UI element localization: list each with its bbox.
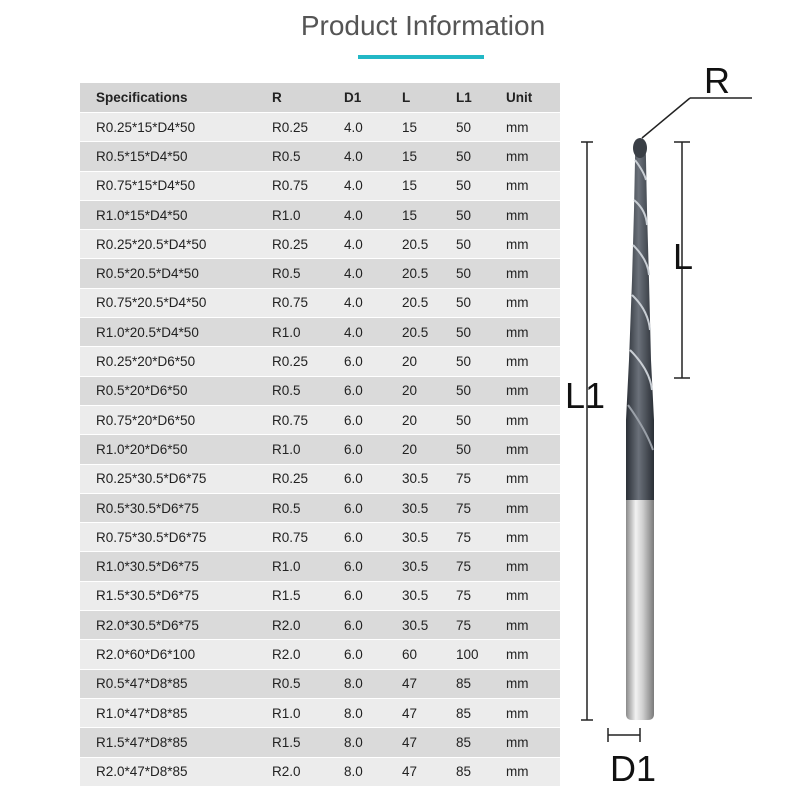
label-r: R bbox=[704, 60, 730, 101]
cell-unit: mm bbox=[506, 377, 560, 406]
cell-l1: 50 bbox=[456, 142, 506, 171]
cell-unit: mm bbox=[506, 318, 560, 347]
cell-d1: 4.0 bbox=[344, 259, 402, 288]
table-body bbox=[80, 113, 560, 787]
cell-unit: mm bbox=[506, 406, 560, 435]
cell-l1: 50 bbox=[456, 377, 506, 406]
cell-specification: R0.25*30.5*D6*75 bbox=[80, 465, 272, 494]
cell-specification: R0.5*30.5*D6*75 bbox=[80, 494, 272, 523]
table-row bbox=[80, 377, 560, 406]
table-row bbox=[80, 582, 560, 611]
cell-r: R0.5 bbox=[272, 670, 344, 699]
cell-r: R1.5 bbox=[272, 728, 344, 757]
cell-l1: 75 bbox=[456, 494, 506, 523]
cell-r: R0.5 bbox=[272, 494, 344, 523]
cell-r: R0.5 bbox=[272, 377, 344, 406]
cell-l1: 85 bbox=[456, 758, 506, 787]
cell-specification: R0.5*47*D8*85 bbox=[80, 670, 272, 699]
cell-specification: R0.25*20.5*D4*50 bbox=[80, 230, 272, 259]
cell-l: 30.5 bbox=[402, 582, 456, 611]
table-row bbox=[80, 201, 560, 230]
cell-r: R2.0 bbox=[272, 611, 344, 640]
cell-d1: 4.0 bbox=[344, 289, 402, 318]
table-row bbox=[80, 523, 560, 552]
cell-unit: mm bbox=[506, 201, 560, 230]
table-header-row bbox=[80, 83, 560, 113]
cell-specification: R1.5*30.5*D6*75 bbox=[80, 582, 272, 611]
cell-r: R0.25 bbox=[272, 465, 344, 494]
cell-l1: 50 bbox=[456, 259, 506, 288]
cell-specification: R1.0*20.5*D4*50 bbox=[80, 318, 272, 347]
cell-l1: 50 bbox=[456, 435, 506, 464]
header-unit: Unit bbox=[506, 83, 560, 113]
cell-l1: 50 bbox=[456, 347, 506, 376]
table-row bbox=[80, 289, 560, 318]
cell-specification: R0.75*15*D4*50 bbox=[80, 172, 272, 201]
cell-l1: 50 bbox=[456, 172, 506, 201]
cell-r: R2.0 bbox=[272, 758, 344, 787]
cell-unit: mm bbox=[506, 640, 560, 669]
cell-l1: 75 bbox=[456, 611, 506, 640]
table-row bbox=[80, 172, 560, 201]
cell-l: 20.5 bbox=[402, 318, 456, 347]
flute-body-shape bbox=[626, 138, 654, 500]
cell-l1: 85 bbox=[456, 670, 506, 699]
cell-l: 30.5 bbox=[402, 552, 456, 581]
cell-r: R1.0 bbox=[272, 435, 344, 464]
cell-unit: mm bbox=[506, 552, 560, 581]
cell-d1: 6.0 bbox=[344, 494, 402, 523]
ball-tip-shape bbox=[633, 138, 647, 158]
cell-l: 60 bbox=[402, 640, 456, 669]
cell-l: 15 bbox=[402, 113, 456, 142]
cell-unit: mm bbox=[506, 611, 560, 640]
cell-l: 47 bbox=[402, 699, 456, 728]
cell-l: 30.5 bbox=[402, 611, 456, 640]
cell-d1: 6.0 bbox=[344, 582, 402, 611]
cell-unit: mm bbox=[506, 435, 560, 464]
label-l: L bbox=[673, 236, 694, 277]
cell-l1: 75 bbox=[456, 523, 506, 552]
cell-l: 20.5 bbox=[402, 259, 456, 288]
cell-unit: mm bbox=[506, 289, 560, 318]
cell-l: 30.5 bbox=[402, 465, 456, 494]
cell-r: R1.0 bbox=[272, 201, 344, 230]
cell-d1: 6.0 bbox=[344, 377, 402, 406]
table-row bbox=[80, 347, 560, 376]
cell-l1: 50 bbox=[456, 289, 506, 318]
cell-unit: mm bbox=[506, 582, 560, 611]
cell-l1: 50 bbox=[456, 406, 506, 435]
cell-d1: 4.0 bbox=[344, 172, 402, 201]
cell-l: 15 bbox=[402, 142, 456, 171]
cell-r: R1.0 bbox=[272, 699, 344, 728]
cell-d1: 8.0 bbox=[344, 728, 402, 757]
cell-l: 47 bbox=[402, 728, 456, 757]
cell-specification: R2.0*47*D8*85 bbox=[80, 758, 272, 787]
label-l1: L1 bbox=[565, 375, 606, 416]
cell-l: 47 bbox=[402, 758, 456, 787]
cell-l: 20 bbox=[402, 406, 456, 435]
cell-unit: mm bbox=[506, 259, 560, 288]
spec-table bbox=[80, 83, 560, 787]
cell-l: 47 bbox=[402, 670, 456, 699]
cell-unit: mm bbox=[506, 172, 560, 201]
cell-d1: 4.0 bbox=[344, 142, 402, 171]
cell-specification: R0.25*20*D6*50 bbox=[80, 347, 272, 376]
cell-specification: R1.0*47*D8*85 bbox=[80, 699, 272, 728]
cell-specification: R1.5*47*D8*85 bbox=[80, 728, 272, 757]
cell-r: R0.25 bbox=[272, 113, 344, 142]
cell-d1: 6.0 bbox=[344, 406, 402, 435]
cell-r: R1.0 bbox=[272, 552, 344, 581]
table-row bbox=[80, 728, 560, 757]
cell-l1: 85 bbox=[456, 728, 506, 757]
cell-r: R0.75 bbox=[272, 289, 344, 318]
cell-d1: 4.0 bbox=[344, 201, 402, 230]
cell-l: 30.5 bbox=[402, 494, 456, 523]
table-row bbox=[80, 318, 560, 347]
cell-d1: 6.0 bbox=[344, 347, 402, 376]
table-row bbox=[80, 494, 560, 523]
cell-l1: 75 bbox=[456, 465, 506, 494]
cell-l1: 50 bbox=[456, 113, 506, 142]
cell-unit: mm bbox=[506, 670, 560, 699]
table-row bbox=[80, 465, 560, 494]
cell-unit: mm bbox=[506, 230, 560, 259]
table-row bbox=[80, 611, 560, 640]
table-row bbox=[80, 142, 560, 171]
cell-r: R0.5 bbox=[272, 142, 344, 171]
cell-l1: 85 bbox=[456, 699, 506, 728]
cell-r: R0.25 bbox=[272, 347, 344, 376]
cell-specification: R1.0*30.5*D6*75 bbox=[80, 552, 272, 581]
cell-l: 20.5 bbox=[402, 230, 456, 259]
cell-r: R0.75 bbox=[272, 406, 344, 435]
cell-r: R1.0 bbox=[272, 318, 344, 347]
cell-l1: 75 bbox=[456, 582, 506, 611]
cell-specification: R0.5*15*D4*50 bbox=[80, 142, 272, 171]
cell-l: 15 bbox=[402, 172, 456, 201]
cell-d1: 6.0 bbox=[344, 611, 402, 640]
cell-d1: 4.0 bbox=[344, 318, 402, 347]
cell-l1: 50 bbox=[456, 201, 506, 230]
cell-d1: 8.0 bbox=[344, 699, 402, 728]
cell-l1: 50 bbox=[456, 318, 506, 347]
cell-specification: R2.0*30.5*D6*75 bbox=[80, 611, 272, 640]
cell-d1: 6.0 bbox=[344, 465, 402, 494]
shank-shape bbox=[626, 500, 654, 720]
cell-l: 30.5 bbox=[402, 523, 456, 552]
table-row bbox=[80, 552, 560, 581]
cell-d1: 8.0 bbox=[344, 758, 402, 787]
cell-d1: 8.0 bbox=[344, 670, 402, 699]
header-d1: D1 bbox=[344, 83, 402, 113]
cell-d1: 6.0 bbox=[344, 435, 402, 464]
cell-l1: 100 bbox=[456, 640, 506, 669]
table-row bbox=[80, 758, 560, 787]
cell-specification: R2.0*60*D6*100 bbox=[80, 640, 272, 669]
r-leader-line bbox=[642, 98, 690, 138]
cell-unit: mm bbox=[506, 523, 560, 552]
cell-l: 20 bbox=[402, 435, 456, 464]
cell-l1: 50 bbox=[456, 230, 506, 259]
cell-l: 20 bbox=[402, 377, 456, 406]
label-d1: D1 bbox=[610, 748, 657, 789]
table-row bbox=[80, 113, 560, 142]
cell-r: R0.75 bbox=[272, 523, 344, 552]
cell-unit: mm bbox=[506, 142, 560, 171]
cell-specification: R0.25*15*D4*50 bbox=[80, 113, 272, 142]
cell-specification: R0.75*30.5*D6*75 bbox=[80, 523, 272, 552]
cell-l1: 75 bbox=[456, 552, 506, 581]
cell-specification: R0.5*20.5*D4*50 bbox=[80, 259, 272, 288]
cell-r: R1.5 bbox=[272, 582, 344, 611]
table-row bbox=[80, 640, 560, 669]
table-row bbox=[80, 670, 560, 699]
cell-d1: 6.0 bbox=[344, 523, 402, 552]
cell-r: R0.25 bbox=[272, 230, 344, 259]
cell-d1: 4.0 bbox=[344, 230, 402, 259]
table-row bbox=[80, 259, 560, 288]
cell-unit: mm bbox=[506, 699, 560, 728]
cell-l: 20 bbox=[402, 347, 456, 376]
table-row bbox=[80, 230, 560, 259]
cell-specification: R0.5*20*D6*50 bbox=[80, 377, 272, 406]
cell-l: 20.5 bbox=[402, 289, 456, 318]
page-title: Product Information bbox=[300, 10, 546, 41]
cell-unit: mm bbox=[506, 728, 560, 757]
header-l1: L1 bbox=[456, 83, 506, 113]
cell-d1: 6.0 bbox=[344, 552, 402, 581]
table-row bbox=[80, 699, 560, 728]
cell-unit: mm bbox=[506, 758, 560, 787]
cell-specification: R1.0*20*D6*50 bbox=[80, 435, 272, 464]
end-mill-diagram bbox=[560, 60, 760, 780]
cell-d1: 4.0 bbox=[344, 113, 402, 142]
cell-d1: 6.0 bbox=[344, 640, 402, 669]
cell-unit: mm bbox=[506, 465, 560, 494]
table-row bbox=[80, 406, 560, 435]
table-row bbox=[80, 435, 560, 464]
cell-unit: mm bbox=[506, 494, 560, 523]
cell-r: R0.75 bbox=[272, 172, 344, 201]
header-specifications: Specifications bbox=[80, 83, 272, 113]
cell-l: 15 bbox=[402, 201, 456, 230]
cell-unit: mm bbox=[506, 347, 560, 376]
cell-unit: mm bbox=[506, 113, 560, 142]
title-underline bbox=[358, 55, 484, 59]
header-r: R bbox=[272, 83, 344, 113]
cell-specification: R0.75*20*D6*50 bbox=[80, 406, 272, 435]
cell-r: R2.0 bbox=[272, 640, 344, 669]
cell-specification: R1.0*15*D4*50 bbox=[80, 201, 272, 230]
header-l: L bbox=[402, 83, 456, 113]
cell-r: R0.5 bbox=[272, 259, 344, 288]
cell-specification: R0.75*20.5*D4*50 bbox=[80, 289, 272, 318]
